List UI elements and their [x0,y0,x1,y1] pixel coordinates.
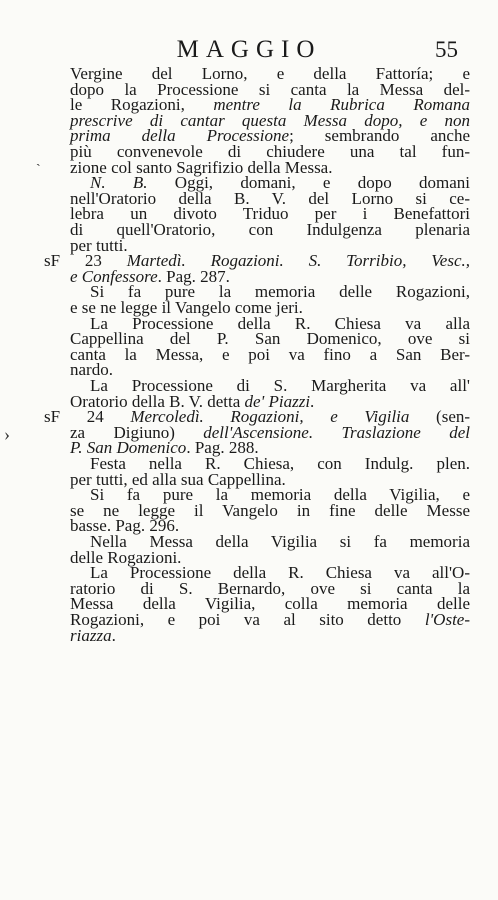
text-line: più convenevole di chiudere una tal fun- [70,142,470,161]
text-line: e se ne legge il Vangelo come jeri. [70,298,303,317]
text-line: e Confessore. Pag. 287. [70,266,230,286]
text-line: riazza. [70,625,116,645]
text-line: Si fa pure la memoria delle Rogazioni, [90,282,470,302]
text-line: le Rogazioni, mentre la Rubrica Romana [70,95,470,115]
text-line: prima della Processione; sembrando anche [70,126,470,146]
text-line: nardo. [70,360,113,380]
running-title: MAGGIO [176,36,322,63]
text-line: nell'Oratorio della B. V. del Lorno si ce- [70,188,470,208]
margin-bracket-mark: › [4,424,10,444]
text-line: P. San Domenico. Pag. 288. [70,438,259,458]
feast-marker: sF [44,407,61,427]
text-line: per tutti. [70,235,128,255]
text-line: La Processione della R. Chiesa va all'O- [90,563,470,583]
calendar-entry-23: sF 23 Martedì. Rogazioni. S. Torribio, Vesc., [44,251,471,271]
text-line: Vergine del Lorno, e della Fattoría; e [70,64,470,83]
text-line: Nella Messa della Vigilia si fa memoria [90,532,470,551]
text-line: Si fa pure la memoria della Vigilia, e [90,485,470,505]
page-number: 55 [435,37,458,62]
text-line: zione col santo Sagrifizio della Messa. [70,157,333,177]
text-line: N. B. Oggi, domani, e dopo domani [90,173,470,193]
text-line: La Processione della R. Chiesa va alla [90,313,470,333]
margin-tick-mark: ˎ [36,152,41,167]
text-line: di quell'Oratorio, con Indulgenza plenaria [70,220,470,239]
text-line: dopo la Processione si canta la Messa del- [70,79,470,99]
calendar-entry-24: sF 24 Mercoledì. Rogazioni, e Vigilia (sen- [44,407,471,427]
text-line: prescrive di cantar questa Messa dopo, e non [70,110,470,130]
text-line: Rogazioni, e poi va al sito detto l'Oste- [70,610,470,629]
text-line: Festa nella R. Chiesa, con Indulg. plen. [90,454,470,473]
text-line: ratorio di S. Bernardo, ove si canta la [70,578,470,598]
text-line: delle Rogazioni. [70,547,182,567]
text-line: per tutti, ed alla sua Cappellina. [70,469,286,489]
feast-marker: sF [44,251,61,271]
text-line: za Digiuno) dell'Ascensione. Traslazione del [70,422,470,442]
text-line: Messa della Vigilia, colla memoria delle [70,594,470,614]
text-line: Oratorio della B. V. detta de' Piazzi. [70,391,315,411]
text-line: se ne legge il Vangelo in fine delle Messe [70,500,470,520]
text-line: Cappellina del P. San Domenico, ove si [70,329,470,349]
text-line: La Processione di S. Margherita va all' [90,376,470,395]
text-line: lebra un divoto Triduo per i Benefattori [70,204,470,224]
text-line: basse. Pag. 296. [70,516,180,536]
text-line: canta la Messa, e poi va fino a San Ber- [70,344,470,364]
